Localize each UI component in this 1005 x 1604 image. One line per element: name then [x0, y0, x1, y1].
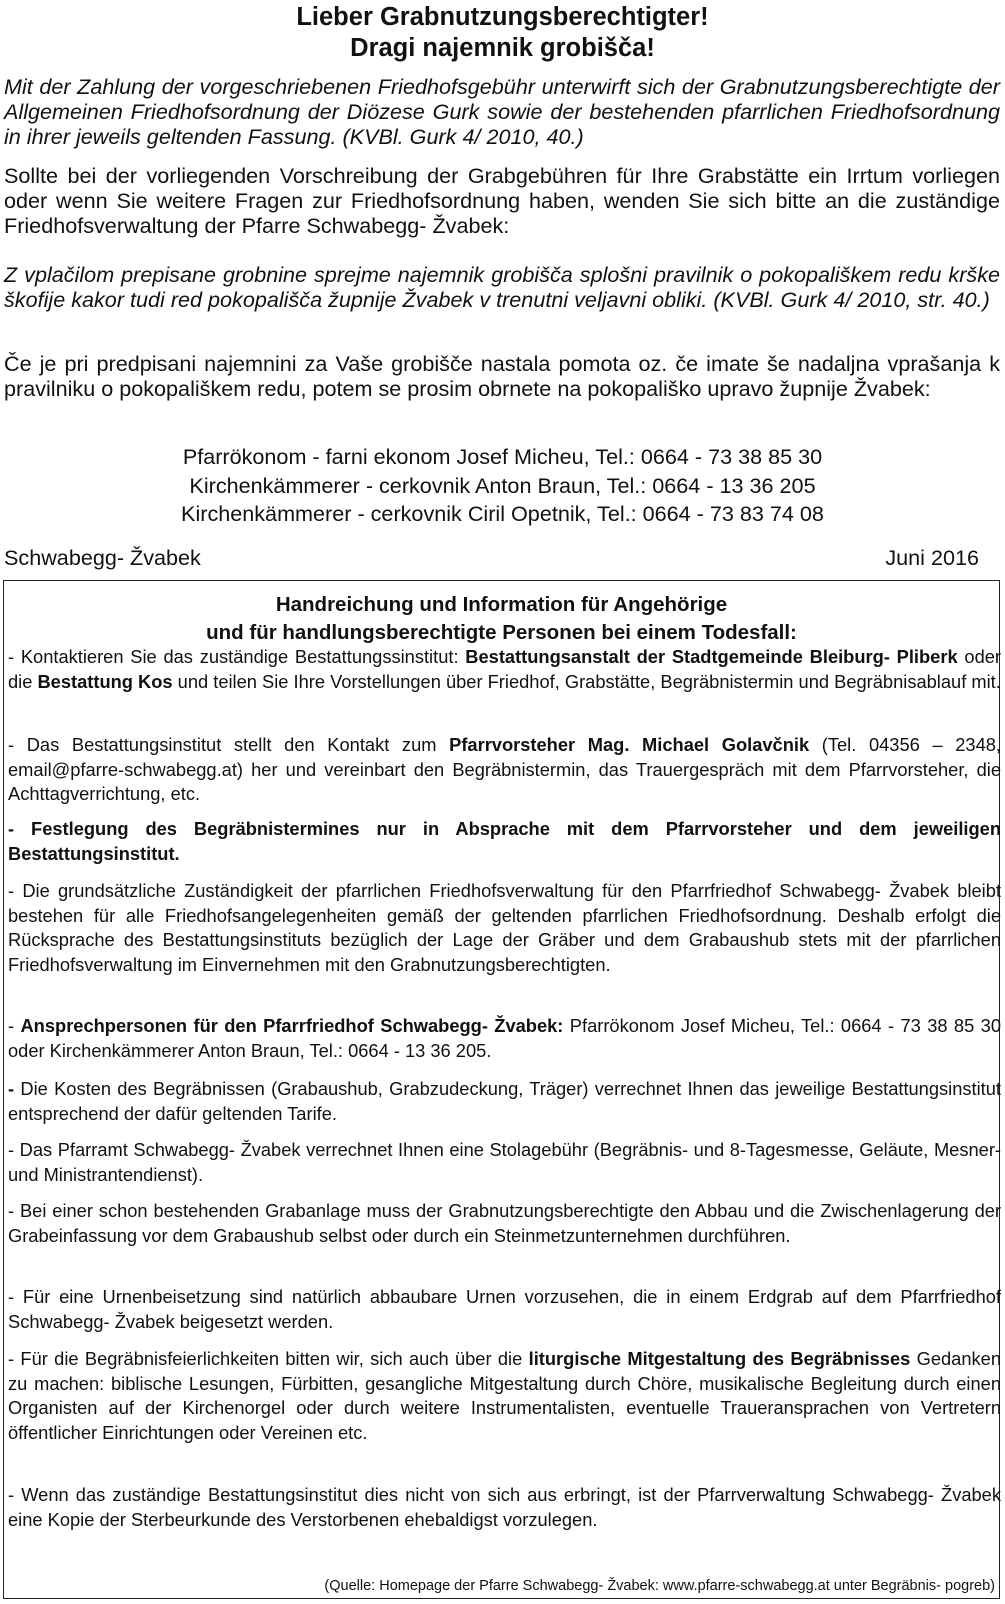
contact-line: Kirchenkämmerer - cerkovnik Anton Braun, Tel.: 0664 - 13 36 205: [189, 472, 816, 498]
info-item-urn-burial: - Für eine Urnenbeisetzung sind natürlich abbaubare Urnen vorzusehen, die in einem Erdgrab auf dem Pfarrfriedhof Schwabegg- Žvabek beigesetzt werden.: [8, 1286, 1001, 1332]
info-item-liturgical-design: - Für die Begräbnisfeierlichkeiten bitten wir, sich auch über die liturgische Mitgestaltung des Begräbnisses Gedanken zu machen: biblische Lesungen, Fürbitten, gesangliche Mitgestaltung durch Chöre, musikalische Begleitung durch einen Organisten auf der Kirchenorgel oder durch weitere Instrumentalisten, eventuelle Traueransprachen von Vertretern öffentlicher Einrichtungen oder Vereinen etc.: [8, 1348, 1001, 1443]
contact-list: [0, 443, 1005, 529]
intro-german-contact-request: Sollte bei der vorliegenden Vorschreibung der Grabgebühren für Ihre Grabstätte ein Irrtum vorliegen oder wenn Sie weitere Fragen zur Friedhofsordnung haben, wenden Sie sich bitte an die zuständige Friedhofsverwaltung der Pfarre Schwabegg- Žvabek:: [4, 163, 1000, 239]
intro-german-regulation: Mit der Zahlung der vorgeschriebenen Friedhofsgebühr unterwirft sich der Grabnutzungsberechtigte der Allgemeinen Friedhofsordnung der Diözese Gurk sowie der bestehenden pfarrlichen Friedhofsordnung in ihrer jeweils geltenden Fassung. (KVBl. Gurk 4/ 2010, 40.): [4, 74, 1000, 150]
source-note: (Quelle: Homepage der Pfarre Schwabegg- Žvabek: www.pfarre-schwabegg.at unter Begräbnis- pogreb): [324, 1578, 995, 1594]
info-item-grave-border: - Bei einer schon bestehenden Grabanlage muss der Grabnutzungsberechtigte den Abbau und die Zwischenlagerung der Grabeinfassung vor dem Grabaushub selbst oder durch ein Steinmetzunternehmen durchführen.: [8, 1200, 1001, 1246]
info-item-death-certificate: - Wenn das zuständige Bestattungsinstitut dies nicht von sich aus erbringt, ist der Pfarrverwaltung Schwabegg- Žvabek eine Kopie der Sterbeurkunde des Verstorbenen ehebaldigst vorzulegen.: [8, 1484, 1001, 1530]
intro-slovenian-contact-request: Če je pri predpisani najemnini za Vaše grobišče nastala pomota oz. če imate še nadaljna vprašanja k pravilniku o pokopališkem redu, potem se prosim obrnete na pokopališko upravo župnije Žvabek:: [4, 351, 1000, 402]
contact-line: Kirchenkämmerer - cerkovnik Ciril Opetnik, Tel.: 0664 - 73 83 74 08: [181, 501, 824, 526]
info-item-stole-fee: - Das Pfarramt Schwabegg- Žvabek verrechnet Ihnen eine Stolagebühr (Begräbnis- und 8-Tagesmesse, Geläute, Mesner- und Ministrantendienst).: [8, 1139, 1001, 1185]
title-german: Lieber Grabnutzungsberechtigter!: [296, 3, 709, 31]
info-item-cemetery-administration: - Die grundsätzliche Zuständigkeit der pfarrlichen Friedhofsverwaltung für den Pfarrfriedhof Schwabegg- Žvabek bleibt bestehen für alle Friedhofsangelegenheiten gemäß der geltenden pfarrlichen Friedhofsordnung. Deshalb erfolgt die Rücksprache des Bestattungsinstituts bezüglich der Lage der Gräber und dem Grabaushub stets mit der pfarrlichen Friedhofsverwaltung im Einvernehmen mit den Grabnutzungsberechtigten.: [8, 880, 1001, 975]
info-item-costs: - Die Kosten des Begräbnissen (Grabaushub, Grabzudeckung, Träger) verrechnet Ihnen das jeweilige Bestattungsinstitut entsprechend der dafür geltenden Tarife.: [8, 1078, 1001, 1124]
information-box: [3, 580, 1000, 1599]
info-item-pastor-contact: - Das Bestattungsinstitut stellt den Kontakt zum Pfarrvorsteher Mag. Michael Golavčnik (Tel. 04356 – 2348, email@pfarre-schwabegg.at) her und vereinbart den Begräbnistermin, das Trauergespräch mit dem Pfarrvorsteher, die Achttagverrichtung, etc.: [8, 734, 1002, 804]
place-label: Schwabegg- Žvabek: [4, 545, 201, 570]
box-title-line-2: und für handlungsberechtigte Personen bei einem Todesfall:: [206, 621, 797, 644]
title-slovenian: Dragi najemnik grobišča!: [350, 34, 655, 62]
info-item-funeral-date: - Festlegung des Begräbnistermines nur in Absprache mit dem Pfarrvorsteher und dem jeweiligen Bestattungsinstitut.: [8, 818, 1001, 864]
info-item-contact-funeral-home: - Kontaktieren Sie das zuständige Bestattungssinstitut: Bestattungsanstalt der Stadtgemeinde Bleiburg- Pliberk oder die Bestattung Kos und teilen Sie Ihre Vorstellungen über Friedhof, Grabstätte, Begräbnistermin und Begräbnisablauf mit.: [8, 646, 1002, 692]
box-title-line-1: Handreichung und Information für Angehörige: [275, 593, 728, 616]
intro-slovenian-regulation: Z vplačilom prepisane grobnine sprejme najemnik grobišča splošni pravilnik o pokopališkem redu krške škofije kakor tudi red pokopališča župnije Žvabek v trenutni veljavni obliki. (KVBl. Gurk 4/ 2010, str. 40.): [4, 262, 1000, 313]
date-label: Juni 2016: [885, 545, 979, 570]
info-item-contact-persons: - Ansprechpersonen für den Pfarrfriedhof Schwabegg- Žvabek: Pfarrökonom Josef Micheu, Tel.: 0664 - 73 38 85 30 oder Kirchenkämmerer Anton Braun, Tel.: 0664 - 13 36 205.: [8, 1015, 1001, 1061]
contact-line: Pfarrökonom - farni ekonom Josef Micheu, Tel.: 0664 - 73 38 85 30: [182, 444, 823, 469]
